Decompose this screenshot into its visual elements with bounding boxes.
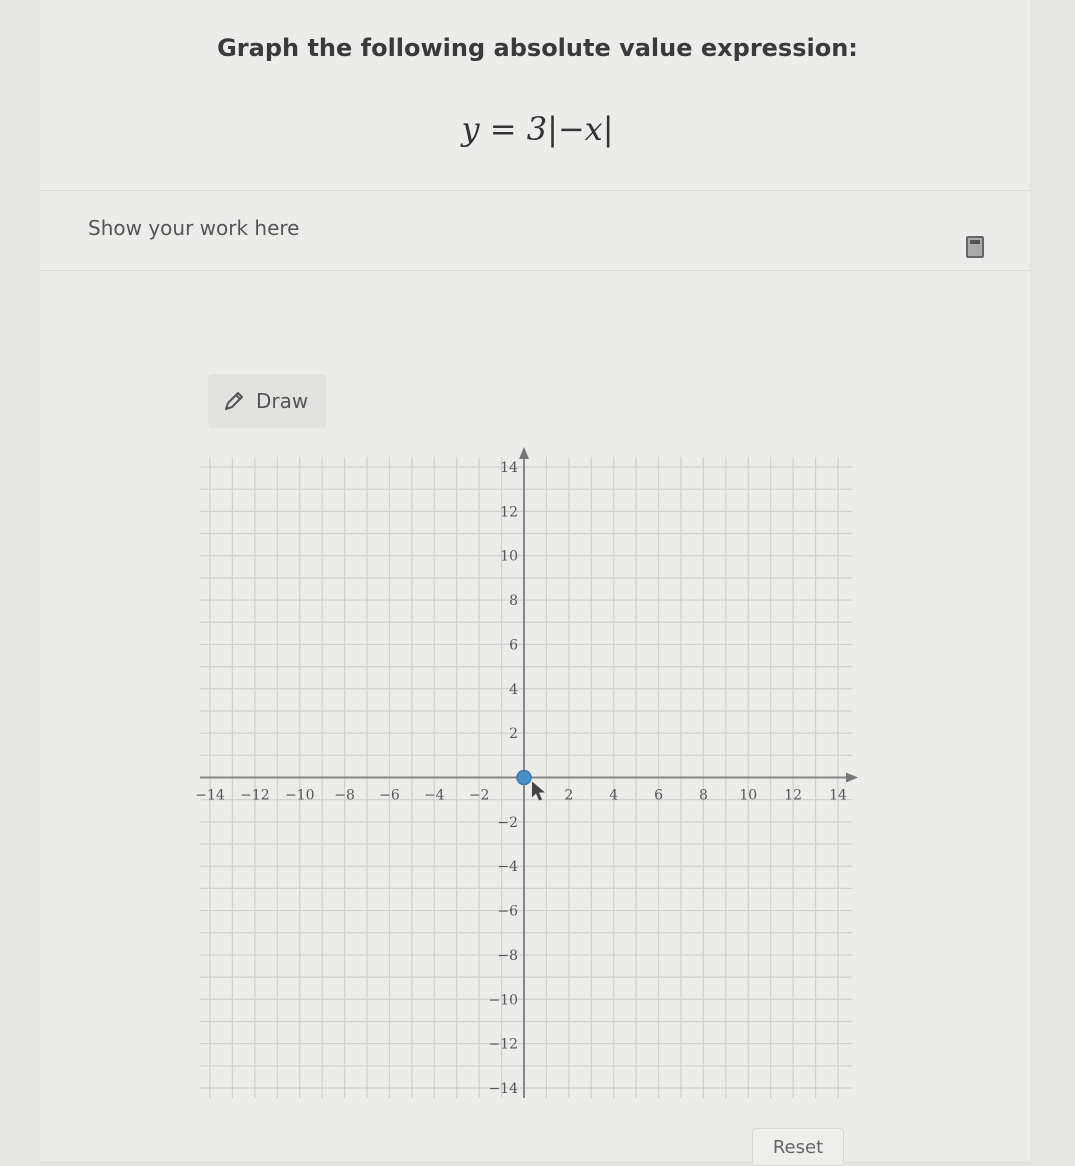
y-tick-label: −8 (497, 947, 518, 964)
divider (40, 270, 1030, 271)
y-tick-label: −4 (497, 859, 518, 876)
x-tick-label: 6 (654, 787, 664, 804)
x-tick-label: −4 (423, 787, 445, 804)
coordinate-grid[interactable] (190, 440, 880, 1120)
y-tick-label: 12 (500, 504, 518, 521)
x-tick-label: 12 (784, 787, 803, 804)
y-tick-label: −10 (488, 992, 518, 1009)
x-tick-label: 8 (698, 787, 708, 804)
y-tick-label: 2 (509, 726, 518, 743)
y-tick-label: 6 (509, 637, 518, 654)
draw-button[interactable] (208, 374, 326, 428)
x-tick-label: −8 (334, 787, 355, 804)
x-tick-label: −2 (468, 787, 490, 804)
calculator-icon[interactable] (966, 236, 984, 258)
y-tick-label: −2 (497, 814, 518, 831)
question-prompt: Graph the following absolute value expression: (217, 34, 858, 62)
y-tick-label: 8 (509, 593, 518, 610)
y-tick-label: −6 (497, 903, 518, 920)
y-tick-label: 10 (500, 548, 518, 565)
y-axis-arrow-icon (519, 447, 529, 459)
x-axis-arrow-icon (846, 773, 858, 783)
y-tick-label: 4 (509, 681, 518, 698)
x-tick-label: −6 (379, 787, 400, 804)
y-tick-label: 14 (500, 460, 518, 476)
x-tick-label: 2 (564, 787, 574, 804)
show-work-label: Show your work here (88, 216, 300, 240)
plotted-point[interactable] (517, 771, 531, 785)
equation: y = 3|−x| (461, 110, 614, 148)
x-tick-label: 4 (609, 787, 619, 804)
y-tick-label: −12 (488, 1036, 518, 1053)
reset-button[interactable]: Reset (752, 1128, 844, 1166)
mouse-cursor-icon (532, 782, 545, 801)
divider (40, 190, 1030, 191)
x-tick-label: −10 (284, 787, 315, 804)
x-tick-label: 10 (739, 787, 758, 804)
x-tick-label: 14 (829, 787, 847, 804)
pencil-icon (222, 389, 246, 413)
x-tick-label: −12 (240, 787, 270, 804)
draw-label: Draw (256, 389, 309, 413)
y-tick-label: −14 (488, 1081, 518, 1097)
x-tick-label: −14 (195, 787, 225, 804)
